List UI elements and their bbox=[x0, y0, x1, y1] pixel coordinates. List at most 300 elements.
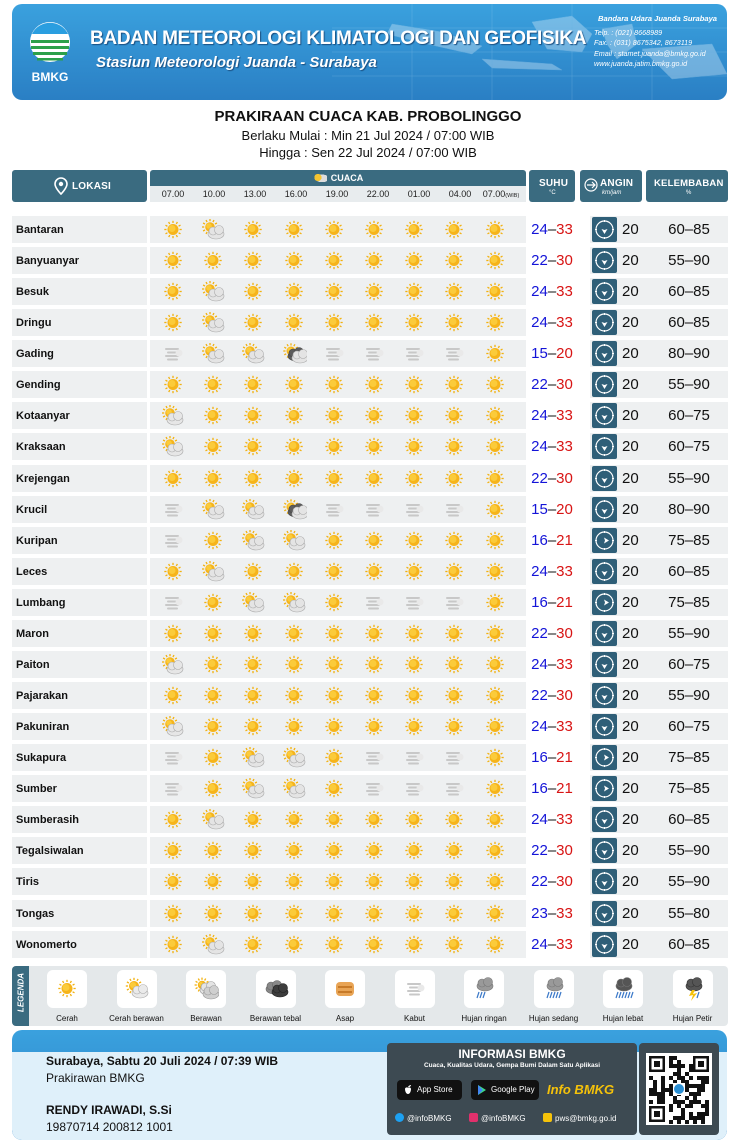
location-name: Besuk bbox=[16, 286, 50, 298]
sun-icon bbox=[482, 714, 508, 739]
haze-icon bbox=[160, 341, 186, 366]
wind-speed: 20 bbox=[622, 252, 639, 269]
sun-icon bbox=[441, 807, 467, 832]
sun-icon bbox=[401, 932, 427, 957]
contact-title: Bandara Udara Juanda Surabaya bbox=[598, 14, 718, 23]
forecaster-role: Prakirawan BMKG bbox=[46, 1071, 145, 1085]
table-row[interactable] bbox=[12, 402, 728, 429]
sun-icon bbox=[401, 869, 427, 894]
sun-icon bbox=[361, 838, 387, 863]
temp-separator: – bbox=[547, 687, 557, 704]
location-name: Pajarakan bbox=[16, 690, 68, 702]
humidity-cell: 55–90 bbox=[650, 371, 728, 398]
app-store-label: App Store bbox=[417, 1085, 453, 1094]
weather-cells bbox=[150, 900, 526, 927]
sun-icon bbox=[361, 217, 387, 242]
sun-icon bbox=[482, 341, 508, 366]
issue-date: Surabaya, Sabtu 20 Juli 2024 / 07:39 WIB bbox=[46, 1054, 279, 1068]
legend-icon-box bbox=[395, 970, 435, 1008]
table-row[interactable] bbox=[12, 868, 728, 895]
legend-side-tab bbox=[12, 966, 29, 1026]
table-row[interactable] bbox=[12, 931, 728, 958]
sun-icon bbox=[200, 466, 226, 491]
table-row[interactable] bbox=[12, 744, 728, 771]
table-row[interactable] bbox=[12, 433, 728, 460]
location-cell bbox=[12, 931, 147, 958]
legend-item bbox=[658, 968, 728, 1024]
table-row[interactable] bbox=[12, 496, 728, 523]
sun-icon bbox=[441, 838, 467, 863]
temp-separator: – bbox=[547, 749, 557, 766]
temperature-cell bbox=[529, 402, 575, 429]
sun-icon bbox=[281, 279, 307, 304]
hour-strip bbox=[150, 186, 526, 202]
location-name: Bantaran bbox=[16, 224, 64, 236]
location-cell bbox=[12, 278, 147, 305]
temperature-cell bbox=[529, 589, 575, 616]
temp-max: 20 bbox=[556, 345, 573, 362]
temp-min: 23 bbox=[531, 905, 548, 922]
sun-icon bbox=[401, 466, 427, 491]
wind-speed: 20 bbox=[622, 563, 639, 580]
sun-icon bbox=[281, 932, 307, 957]
sun-icon bbox=[321, 279, 347, 304]
humidity-cell: 60–75 bbox=[650, 651, 728, 678]
temp-max: 21 bbox=[556, 594, 573, 611]
temp-separator: – bbox=[547, 656, 557, 673]
wind-cell bbox=[590, 465, 654, 492]
partly-sunny-icon bbox=[240, 341, 266, 366]
sun-icon bbox=[160, 217, 186, 242]
temp-separator: – bbox=[547, 314, 557, 331]
wind-direction-icon bbox=[592, 838, 617, 863]
temp-max: 33 bbox=[556, 936, 573, 953]
sun-icon bbox=[240, 279, 266, 304]
location-cell bbox=[12, 402, 147, 429]
temp-separator: – bbox=[547, 780, 557, 797]
location-cell bbox=[12, 433, 147, 460]
legend-icon-box bbox=[673, 970, 713, 1008]
partly-sunny-icon bbox=[240, 590, 266, 615]
org-name: BADAN METEOROLOGI KLIMATOLOGI DAN GEOFISIKA bbox=[90, 28, 587, 49]
sun-icon bbox=[441, 403, 467, 428]
email-link[interactable] bbox=[543, 1113, 616, 1123]
sun-icon bbox=[200, 590, 226, 615]
humidity-cell: 60–75 bbox=[650, 402, 728, 429]
table-row[interactable] bbox=[12, 371, 728, 398]
temp-min: 24 bbox=[531, 811, 548, 828]
qr-code-box[interactable] bbox=[639, 1043, 719, 1135]
temp-separator: – bbox=[547, 283, 557, 300]
temp-separator: – bbox=[547, 936, 557, 953]
sun-icon bbox=[200, 869, 226, 894]
sun-icon bbox=[482, 403, 508, 428]
wind-speed: 20 bbox=[622, 687, 639, 704]
wind-direction-icon bbox=[592, 403, 617, 428]
sun-icon bbox=[482, 466, 508, 491]
sun-icon bbox=[240, 434, 266, 459]
sun-icon bbox=[361, 403, 387, 428]
sun-icon bbox=[361, 652, 387, 677]
table-row[interactable] bbox=[12, 340, 728, 367]
sun-icon bbox=[240, 372, 266, 397]
sun-icon bbox=[281, 807, 307, 832]
temperature-cell bbox=[529, 651, 575, 678]
mail-icon bbox=[543, 1113, 552, 1122]
valid-to: Hingga : Sen 22 Jul 2024 / 07:00 WIB bbox=[259, 145, 477, 160]
sun-icon bbox=[441, 869, 467, 894]
haze-icon bbox=[361, 776, 387, 801]
temp-max: 30 bbox=[556, 376, 573, 393]
sun-icon bbox=[361, 559, 387, 584]
haze-icon bbox=[321, 497, 347, 522]
partly-sunny-icon bbox=[200, 559, 226, 584]
wind-cell bbox=[590, 837, 654, 864]
legend-label: Berawan bbox=[190, 1014, 222, 1023]
location-cell bbox=[12, 589, 147, 616]
temperature-cell bbox=[529, 806, 575, 833]
haze-icon bbox=[441, 590, 467, 615]
sun-icon bbox=[441, 466, 467, 491]
location-cell bbox=[12, 247, 147, 274]
weather-cells bbox=[150, 713, 526, 740]
weather-cells bbox=[150, 558, 526, 585]
partly-sunny-icon bbox=[240, 528, 266, 553]
temp-min: 24 bbox=[531, 407, 548, 424]
sun-icon bbox=[482, 745, 508, 770]
sun-icon bbox=[441, 310, 467, 335]
sun-icon bbox=[361, 434, 387, 459]
location-name: Paiton bbox=[16, 659, 50, 671]
sun-icon bbox=[160, 559, 186, 584]
timezone-label: (WIB) bbox=[505, 193, 520, 199]
sun-icon bbox=[200, 776, 226, 801]
wind-speed: 20 bbox=[622, 811, 639, 828]
sun-icon bbox=[281, 217, 307, 242]
wind-cell bbox=[590, 744, 654, 771]
sun-icon bbox=[321, 217, 347, 242]
temperature-cell bbox=[529, 371, 575, 398]
sun-icon bbox=[401, 714, 427, 739]
weather-cells bbox=[150, 278, 526, 305]
wind-direction-icon bbox=[592, 559, 617, 584]
legend-label: Hujan sedang bbox=[528, 1014, 579, 1023]
page-title: PRAKIRAAN CUACA KAB. PROBOLINGGO bbox=[214, 108, 522, 125]
legend-item bbox=[310, 968, 380, 1024]
sun-icon bbox=[160, 372, 186, 397]
temp-max: 30 bbox=[556, 873, 573, 890]
temp-min: 15 bbox=[531, 501, 548, 518]
temp-separator: – bbox=[547, 221, 557, 238]
table-row[interactable] bbox=[12, 900, 728, 927]
angin-unit: km/jam bbox=[602, 190, 622, 196]
sun-icon bbox=[200, 434, 226, 459]
sun-icon bbox=[321, 901, 347, 926]
sun-icon bbox=[482, 279, 508, 304]
haze-icon bbox=[441, 745, 467, 770]
thick-cloud-icon bbox=[281, 497, 307, 522]
temp-max: 30 bbox=[556, 625, 573, 642]
haze-icon bbox=[401, 590, 427, 615]
sun-icon bbox=[200, 621, 226, 646]
table-row[interactable] bbox=[12, 651, 728, 678]
sun-icon bbox=[240, 901, 266, 926]
temperature-cell bbox=[529, 309, 575, 336]
haze-icon bbox=[160, 745, 186, 770]
cuaca-label: CUACA bbox=[330, 173, 364, 183]
location-cell bbox=[12, 775, 147, 802]
sun-icon bbox=[281, 652, 307, 677]
sun-icon bbox=[281, 714, 307, 739]
partly-sunny-icon bbox=[200, 497, 226, 522]
temp-min: 24 bbox=[531, 438, 548, 455]
table-row[interactable] bbox=[12, 682, 728, 709]
temp-min: 16 bbox=[531, 594, 548, 611]
sun-icon bbox=[240, 683, 266, 708]
google-play-badge[interactable] bbox=[471, 1080, 539, 1100]
station-name: Stasiun Meteorologi Juanda - Surabaya bbox=[96, 54, 377, 71]
sun-icon bbox=[321, 869, 347, 894]
location-cell bbox=[12, 558, 147, 585]
temp-separator: – bbox=[547, 905, 557, 922]
temp-max: 33 bbox=[556, 905, 573, 922]
weather-cells bbox=[150, 433, 526, 460]
legend-icon-box bbox=[603, 970, 643, 1008]
temp-min: 24 bbox=[531, 314, 548, 331]
sun-icon bbox=[482, 838, 508, 863]
table-row[interactable] bbox=[12, 806, 728, 833]
location-cell bbox=[12, 465, 147, 492]
temp-max: 20 bbox=[556, 501, 573, 518]
thunderstorm-icon bbox=[680, 976, 706, 1001]
wind-icon bbox=[584, 178, 598, 192]
haze-icon bbox=[160, 528, 186, 553]
contact-block bbox=[594, 14, 717, 70]
location-pin-icon bbox=[54, 177, 68, 195]
temp-min: 24 bbox=[531, 718, 548, 735]
sun-icon bbox=[240, 714, 266, 739]
location-cell bbox=[12, 868, 147, 895]
sun-icon bbox=[361, 372, 387, 397]
weather-cells bbox=[150, 868, 526, 895]
temp-separator: – bbox=[547, 252, 557, 269]
twitter-text: @infoBMKG bbox=[407, 1114, 452, 1123]
wind-cell bbox=[590, 278, 654, 305]
contact-email[interactable]: Email : stamet.juanda@bmkg.go.id bbox=[594, 48, 706, 58]
temp-max: 21 bbox=[556, 749, 573, 766]
sun-cloud-icon bbox=[124, 976, 150, 1001]
sun-icon bbox=[482, 901, 508, 926]
sun-icon bbox=[482, 559, 508, 584]
wind-speed: 20 bbox=[622, 594, 639, 611]
sun-icon bbox=[482, 434, 508, 459]
humidity-cell: 60–85 bbox=[650, 931, 728, 958]
humidity-cell: 75–85 bbox=[650, 589, 728, 616]
temp-max: 33 bbox=[556, 407, 573, 424]
table-row[interactable] bbox=[12, 216, 728, 243]
sun-icon bbox=[401, 217, 427, 242]
table-row[interactable] bbox=[12, 589, 728, 616]
location-name: Gending bbox=[16, 379, 61, 391]
info-title: INFORMASI BMKG bbox=[458, 1047, 566, 1061]
temp-min: 15 bbox=[531, 345, 548, 362]
cuaca-header-row bbox=[150, 173, 526, 183]
sun-icon bbox=[240, 310, 266, 335]
sun-icon bbox=[160, 932, 186, 957]
table-row[interactable] bbox=[12, 713, 728, 740]
sun-icon bbox=[482, 310, 508, 335]
sun-icon bbox=[240, 652, 266, 677]
temp-separator: – bbox=[547, 501, 557, 518]
table-row[interactable] bbox=[12, 837, 728, 864]
humidity-cell: 55–90 bbox=[650, 682, 728, 709]
sun-icon bbox=[160, 683, 186, 708]
google-play-label: Google Play bbox=[491, 1085, 535, 1094]
location-cell bbox=[12, 837, 147, 864]
heavy-rain-icon bbox=[610, 976, 636, 1001]
wind-cell bbox=[590, 402, 654, 429]
sun-icon bbox=[281, 310, 307, 335]
app-store-badge[interactable] bbox=[397, 1080, 462, 1100]
sun-icon bbox=[361, 621, 387, 646]
sun-icon bbox=[401, 683, 427, 708]
weather-cells bbox=[150, 465, 526, 492]
table-row[interactable] bbox=[12, 309, 728, 336]
wind-cell bbox=[590, 682, 654, 709]
location-name: Krucil bbox=[16, 504, 48, 516]
wind-speed: 20 bbox=[622, 936, 639, 953]
cloud-sun-icon bbox=[313, 173, 327, 182]
haze-icon bbox=[361, 590, 387, 615]
temperature-cell bbox=[529, 775, 575, 802]
haze-icon bbox=[401, 497, 427, 522]
sun-icon bbox=[482, 932, 508, 957]
instagram-handle[interactable] bbox=[469, 1113, 526, 1123]
sun-icon bbox=[441, 714, 467, 739]
cloudy-icon bbox=[160, 652, 186, 677]
sun-icon bbox=[482, 528, 508, 553]
table-row[interactable] bbox=[12, 247, 728, 274]
sun-icon bbox=[321, 466, 347, 491]
temp-max: 33 bbox=[556, 718, 573, 735]
sun-icon bbox=[441, 372, 467, 397]
legend-title: LEGENDA bbox=[16, 972, 26, 1013]
wind-direction-icon bbox=[592, 869, 617, 894]
humidity-cell: 75–85 bbox=[650, 527, 728, 554]
sun-icon bbox=[401, 652, 427, 677]
temperature-cell bbox=[529, 558, 575, 585]
kelembaban-unit: % bbox=[686, 190, 692, 196]
sun-icon bbox=[401, 901, 427, 926]
twitter-handle[interactable] bbox=[395, 1113, 452, 1123]
sun-icon bbox=[200, 372, 226, 397]
table-row[interactable] bbox=[12, 620, 728, 647]
sun-icon bbox=[240, 932, 266, 957]
sun-icon bbox=[321, 838, 347, 863]
weather-cells bbox=[150, 682, 526, 709]
sun-icon bbox=[321, 590, 347, 615]
location-cell bbox=[12, 496, 147, 523]
wind-speed: 20 bbox=[622, 345, 639, 362]
wind-cell bbox=[590, 900, 654, 927]
weather-cells bbox=[150, 309, 526, 336]
info-bmkg-brand: Info BMKG bbox=[547, 1082, 615, 1097]
temp-min: 16 bbox=[531, 532, 548, 549]
humidity-cell: 55–90 bbox=[650, 620, 728, 647]
location-cell bbox=[12, 620, 147, 647]
contact-web[interactable]: www.juanda.jatim.bmkg.go.id bbox=[594, 59, 688, 68]
table-row[interactable] bbox=[12, 465, 728, 492]
table-row[interactable] bbox=[12, 775, 728, 802]
sun-icon bbox=[361, 310, 387, 335]
sun-icon bbox=[361, 869, 387, 894]
wind-speed: 20 bbox=[622, 873, 639, 890]
wind-cell bbox=[590, 931, 654, 958]
wind-cell bbox=[590, 713, 654, 740]
wind-cell bbox=[590, 496, 654, 523]
location-name: Pakuniran bbox=[16, 721, 70, 733]
sun-icon bbox=[321, 248, 347, 273]
sun-icon bbox=[361, 683, 387, 708]
hour-label: 10.00 bbox=[202, 189, 226, 199]
logo-text: BMKG bbox=[31, 70, 69, 84]
temp-max: 30 bbox=[556, 470, 573, 487]
temperature-cell bbox=[529, 496, 575, 523]
sun-icon bbox=[281, 434, 307, 459]
sun-icon bbox=[281, 466, 307, 491]
wind-speed: 20 bbox=[622, 283, 639, 300]
legend-item bbox=[102, 968, 172, 1024]
hour-label: 22.00 bbox=[366, 189, 390, 199]
wind-direction-icon bbox=[592, 590, 617, 615]
kelembaban-label: KELEMBABAN bbox=[654, 178, 724, 189]
temp-min: 24 bbox=[531, 563, 548, 580]
location-name: Sukapura bbox=[16, 752, 67, 764]
table-row[interactable] bbox=[12, 278, 728, 305]
table-row[interactable] bbox=[12, 558, 728, 585]
wind-direction-icon bbox=[592, 341, 617, 366]
wind-speed: 20 bbox=[622, 221, 639, 238]
location-cell bbox=[12, 806, 147, 833]
sun-icon bbox=[361, 528, 387, 553]
wind-direction-icon bbox=[592, 901, 617, 926]
sun-icon bbox=[281, 248, 307, 273]
sun-icon bbox=[321, 621, 347, 646]
fog-icon bbox=[402, 976, 428, 1001]
wind-speed: 20 bbox=[622, 532, 639, 549]
sun-icon bbox=[361, 279, 387, 304]
haze-icon bbox=[401, 341, 427, 366]
email-text: pws@bmkg.go.id bbox=[555, 1114, 617, 1123]
sun-icon bbox=[401, 248, 427, 273]
sun-icon bbox=[240, 217, 266, 242]
humidity-cell: 75–85 bbox=[650, 775, 728, 802]
humidity-cell: 60–85 bbox=[650, 309, 728, 336]
weather-cells bbox=[150, 775, 526, 802]
sun-icon bbox=[361, 248, 387, 273]
weather-cells bbox=[150, 402, 526, 429]
sun-icon bbox=[441, 683, 467, 708]
sun-icon bbox=[361, 807, 387, 832]
sun-icon bbox=[321, 776, 347, 801]
location-cell bbox=[12, 216, 147, 243]
table-row[interactable] bbox=[12, 527, 728, 554]
sun-icon bbox=[160, 621, 186, 646]
sun-icon bbox=[321, 310, 347, 335]
sun-icon bbox=[361, 901, 387, 926]
location-name: Tiris bbox=[16, 876, 40, 888]
header-banner bbox=[12, 4, 727, 100]
